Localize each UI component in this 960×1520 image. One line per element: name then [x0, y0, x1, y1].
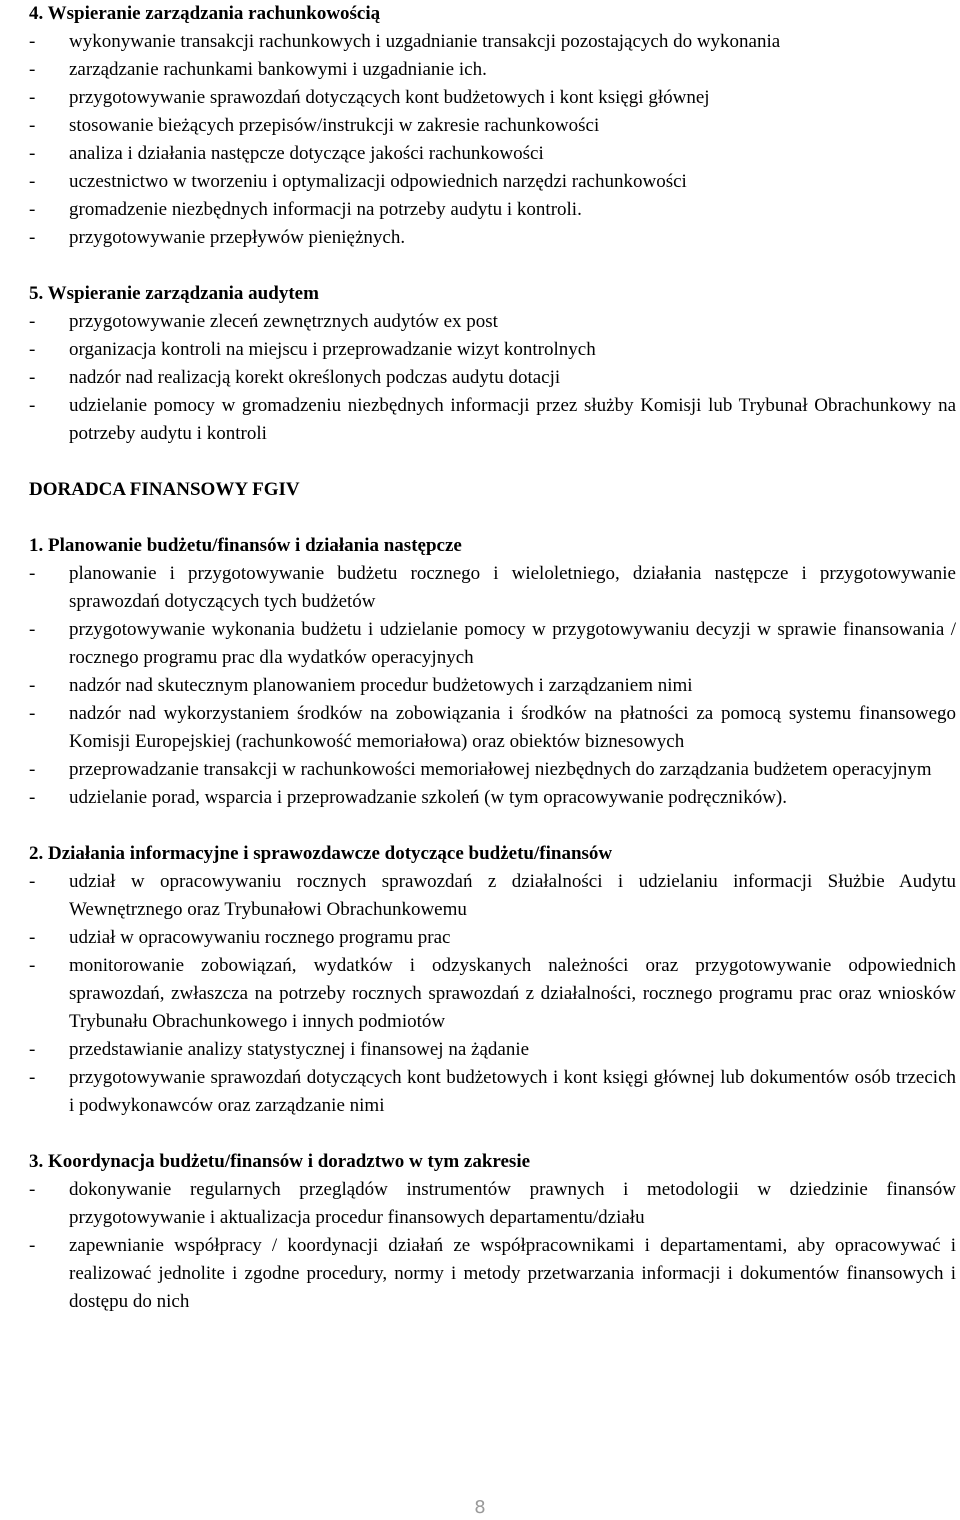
list-dash: - [29, 143, 36, 164]
list-dash: - [29, 115, 36, 136]
list-item-text: zarządzanie rachunkami bankowymi i uzgadnianie ich. [69, 59, 487, 80]
list-item [29, 672, 956, 700]
list-item [29, 308, 956, 336]
section-1 [29, 532, 956, 812]
list-item [29, 868, 956, 924]
list-item [29, 56, 956, 84]
list-item [29, 1064, 956, 1120]
list-item-text: wykonywanie transakcji rachunkowych i uzgadnianie transakcji pozostających do wykonania [69, 31, 781, 52]
list-item [29, 392, 956, 448]
list-dash: - [29, 227, 36, 248]
list-item [29, 168, 956, 196]
list-dash: - [29, 31, 36, 52]
list-item-text: przygotowywanie sprawozdań dotyczących kont budżetowych i kont księgi głównej [69, 87, 710, 108]
section-2 [29, 840, 956, 1120]
section-title: 1. Planowanie budżetu/finansów i działania następcze [29, 535, 462, 556]
list-item [29, 364, 956, 392]
list-item [29, 84, 956, 112]
list-dash: - [29, 1179, 36, 1200]
list-dash: - [29, 367, 36, 388]
list-item [29, 952, 956, 1036]
list-dash: - [29, 199, 36, 220]
spacer [29, 1120, 956, 1148]
list-item-text: udzielanie porad, wsparcia i przeprowadzanie szkoleń (w tym opracowywanie podręczników). [69, 787, 788, 808]
section-4 [29, 0, 956, 252]
list-item [29, 1232, 956, 1316]
list-item-text: nadzór nad skutecznym planowaniem procedur budżetowych i zarządzaniem nimi [69, 675, 693, 696]
list-item [29, 560, 956, 616]
list-item-text: dokonywanie regularnych przeglądów instrumentów prawnych i metodologii w dziedzinie finansów przygotowywanie i aktualizacja procedur finansowych departamentu/działu [69, 1179, 956, 1228]
list-item-text: planowanie i przygotowywanie budżetu rocznego i wieloletniego, działania następcze i przygotowywanie sprawozdań dotyczących tych budżetów [69, 563, 956, 612]
list-item-text: zapewnianie współpracy / koordynacji działań ze współpracownikami i departamentami, aby opracowywać i realizować jednolite i zgodne procedury, normy i metody przetwarzania informacji i dokumentów finansowych i dostępu do nich [69, 1235, 956, 1312]
section-title: 2. Działania informacyjne i sprawozdawcze dotyczące budżetu/finansów [29, 843, 613, 864]
list-item [29, 700, 956, 756]
list-item [29, 784, 956, 812]
section-3 [29, 1148, 956, 1316]
list-item-text: udział w opracowywaniu rocznego programu prac [69, 927, 451, 948]
list-item-text: przygotowywanie przepływów pieniężnych. [69, 227, 406, 248]
section-title: 3. Koordynacja budżetu/finansów i doradztwo w tym zakresie [29, 1151, 531, 1172]
list-item [29, 224, 956, 252]
spacer [29, 252, 956, 280]
list-item [29, 28, 956, 56]
list-item-text: przygotowywanie sprawozdań dotyczących kont budżetowych i kont księgi głównej lub dokumentów osób trzecich i podwykonawców oraz zarządzanie nimi [69, 1067, 956, 1116]
list-item-text: stosowanie bieżących przepisów/instrukcji w zakresie rachunkowości [69, 115, 600, 136]
list-dash: - [29, 759, 36, 780]
list-dash: - [29, 311, 36, 332]
list-item-text: udzielanie pomocy w gromadzeniu niezbędnych informacji przez służby Komisji lub Trybunał Obrachunkowy na potrzeby audytu i kontroli [69, 395, 956, 444]
list-dash: - [29, 59, 36, 80]
list-item [29, 336, 956, 364]
list-dash: - [29, 1235, 36, 1256]
list-item-text: przygotowywanie zleceń zewnętrznych audytów ex post [69, 311, 498, 332]
spacer [29, 812, 956, 840]
list-dash: - [29, 703, 36, 724]
list-item-text: analiza i działania następcze dotyczące jakości rachunkowości [69, 143, 544, 164]
spacer [29, 504, 956, 532]
list-dash: - [29, 955, 36, 976]
list-dash: - [29, 87, 36, 108]
list-item [29, 196, 956, 224]
list-dash: - [29, 675, 36, 696]
list-dash: - [29, 927, 36, 948]
list-item [29, 140, 956, 168]
spacer [29, 448, 956, 476]
list-item-text: nadzór nad realizacją korekt określonych podczas audytu dotacji [69, 367, 561, 388]
document-body [29, 0, 956, 1316]
list-dash: - [29, 619, 36, 640]
list-item-text: monitorowanie zobowiązań, wydatków i odzyskanych należności oraz przygotowywanie odpowiednich sprawozdań, zwłaszcza na potrzeby rocznych sprawozdań z działalności, rocznego programu prac oraz wniosków Trybunału Obrachunkowego i innych podmiotów [69, 955, 956, 1032]
list-item [29, 924, 956, 952]
page-number: 8 [474, 1497, 486, 1518]
list-item-text: przedstawianie analizy statystycznej i finansowej na żądanie [69, 1039, 530, 1060]
list-dash: - [29, 1039, 36, 1060]
section-5 [29, 280, 956, 448]
list-item [29, 1176, 956, 1232]
section-title: 4. Wspieranie zarządzania rachunkowością [29, 3, 381, 24]
list-item-text: gromadzenie niezbędnych informacji na potrzeby audytu i kontroli. [69, 199, 582, 220]
list-dash: - [29, 871, 36, 892]
list-item-text: udział w opracowywaniu rocznych sprawozdań z działalności i udzielaniu informacji Służbie Audytu Wewnętrznego oraz Trybunałowi Obrachunkowemu [69, 871, 956, 920]
list-dash: - [29, 563, 36, 584]
list-item-text: przeprowadzanie transakcji w rachunkowości memoriałowej niezbędnych do zarządzania budżetem operacyjnym [69, 759, 932, 780]
list-item-text: uczestnictwo w tworzeniu i optymalizacji odpowiednich narzędzi rachunkowości [69, 171, 687, 192]
list-item-text: organizacja kontroli na miejscu i przeprowadzanie wizyt kontrolnych [69, 339, 596, 360]
list-item [29, 756, 956, 784]
list-item-text: przygotowywanie wykonania budżetu i udzielanie pomocy w przygotowywaniu decyzji w sprawie finansowania / rocznego programu prac dla wydatków operacyjnych [69, 619, 956, 668]
list-dash: - [29, 1067, 36, 1088]
list-dash: - [29, 395, 36, 416]
list-item-text: nadzór nad wykorzystaniem środków na zobowiązania i środków na płatności za pomocą systemu finansowego Komisji Europejskiej (rachunkowość memoriałowa) oraz obiektów biznesowych [69, 703, 956, 752]
list-dash: - [29, 171, 36, 192]
list-item [29, 1036, 956, 1064]
list-item [29, 112, 956, 140]
list-item [29, 616, 956, 672]
list-dash: - [29, 339, 36, 360]
position-heading: DORADCA FINANSOWY FGIV [29, 479, 300, 500]
section-title: 5. Wspieranie zarządzania audytem [29, 283, 319, 304]
list-dash: - [29, 787, 36, 808]
